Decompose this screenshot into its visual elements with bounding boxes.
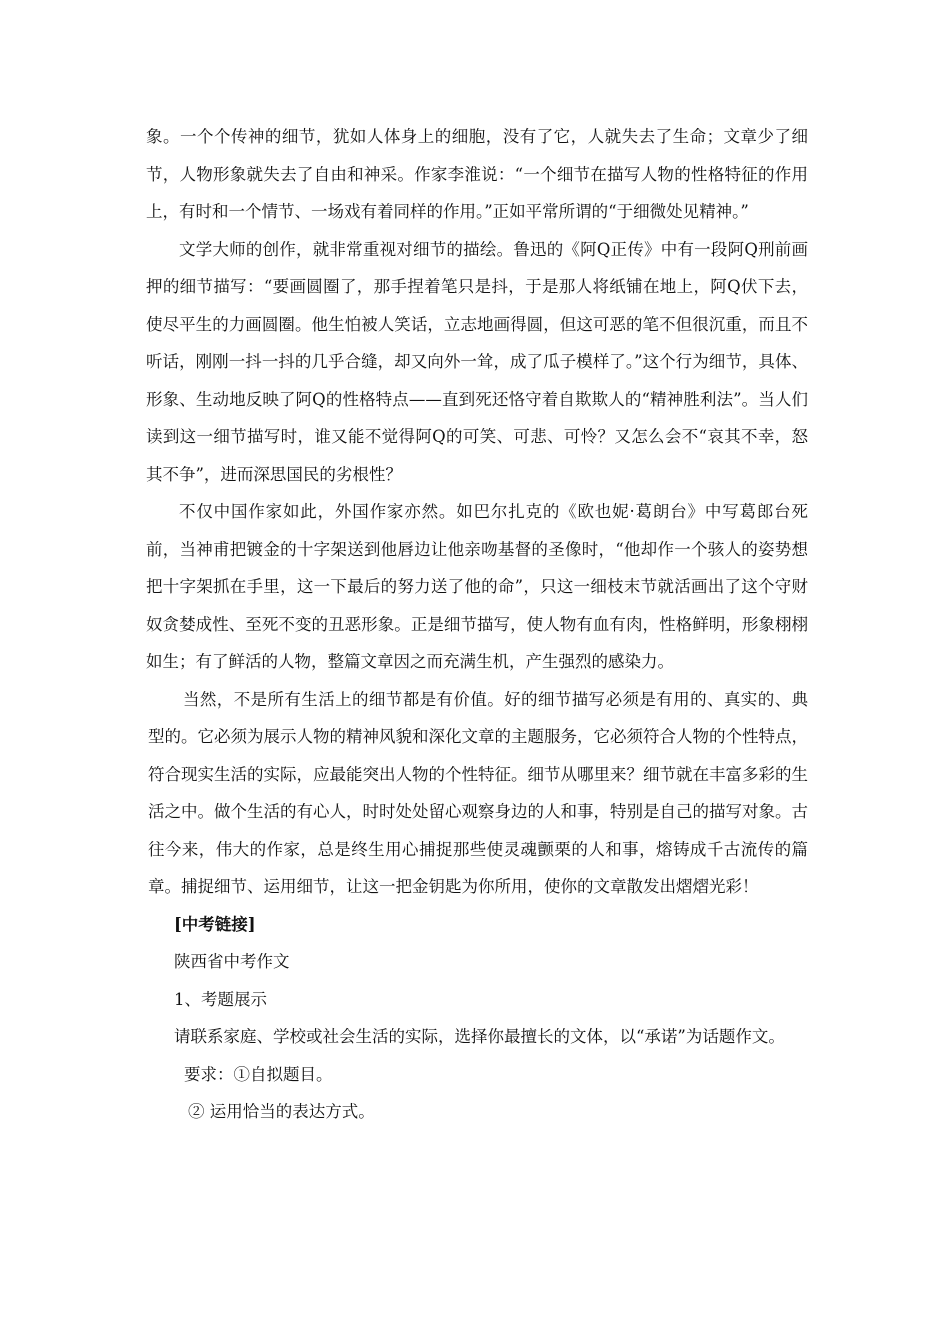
body-paragraph-2: 文学大师的创作，就非常重视对细节的描绘。鲁迅的《阿Q正传》中有一段阿Q刑前画押的细节描写：“要画圆圈了，那手捏着笔只是抖，于是那人将纸铺在地上，阿Q伏下去，使尽平生的力画圆圈。他生怕被人笑话，立志地画得圆，但这可恶的笔不但很沉重，而且不听话，刚刚一抖一抖的几乎合缝，却又向外一耸，成了瓜子模样了。”这个行为细节，具体、形象、生动地反映了阿Q的性格特点——直到死还恪守着自欺欺人的“精神胜利法”。当人们读到这一细节描写时，谁又能不觉得阿Q的可笑、可悲、可怜？又怎么会不“哀其不幸，怒其不争”，进而深思国民的劣根性？ <box>146 239 808 484</box>
province-title: 陕西省中考作文 <box>174 952 290 971</box>
requirement-1: 要求：①自拟题目。 <box>184 1064 333 1084</box>
body-paragraph-4: 当然，不是所有生活上的细节都是有价值。好的细节描写必须是有用的、真实的、典型的。它必须为展示人物的精神风貌和深化文章的主题服务，它必须符合人物的个性特点，符合现实生活的实际，应最能突出人物的个性特征。细节从哪里来？细节就在丰富多彩的生活之中。做个生活的有心人，时时处处留心观察身边的人和事，特别是自己的描写对象。古往今来，伟大的作家，总是终生用心捕捉那些使灵魂颤栗的人和事，熔铸成千古流传的篇章。捕捉细节、运用细节，让这一把金钥匙为你所用，使你的文章散发出熠熠光彩！ <box>148 689 808 896</box>
item-title: 1、考题展示 <box>174 989 267 1009</box>
body-paragraph-1: 象。一个个传神的细节，犹如人体身上的细胞，没有了它，人就失去了生命；文章少了细节，人物形象就失去了自由和神采。作家李淮说：“一个细节在描写人物的性格特征的作用上，有时和一个情节、一场戏有着同样的作用。”正如平常所谓的“于细微处见精神。” <box>146 127 808 221</box>
document-page <box>146 118 808 1131</box>
body-paragraph-3: 不仅中国作家如此，外国作家亦然。如巴尔扎克的《欧也妮·葛朗台》中写葛郎台死前，当神甫把镀金的十字架送到他唇边让他亲吻基督的圣像时，“他却作一个骇人的姿势想把十字架抓在手里，这一下最后的努力送了他的命”，只这一细枝末节就活画出了这个守财奴贪婪成性、至死不变的丑恶形象。正是细节描写，使人物有血有肉，性格鲜明，形象栩栩如生；有了鲜活的人物，整篇文章因之而充满生机，产生强烈的感染力。 <box>146 502 808 671</box>
section-heading: [中考链接] <box>174 914 256 934</box>
requirement-2: ② 运用恰当的表达方式。 <box>188 1102 375 1121</box>
essay-prompt: 请联系家庭、学校或社会生活的实际，选择你最擅长的文体，以“承诺”为话题作文。 <box>174 1027 785 1046</box>
